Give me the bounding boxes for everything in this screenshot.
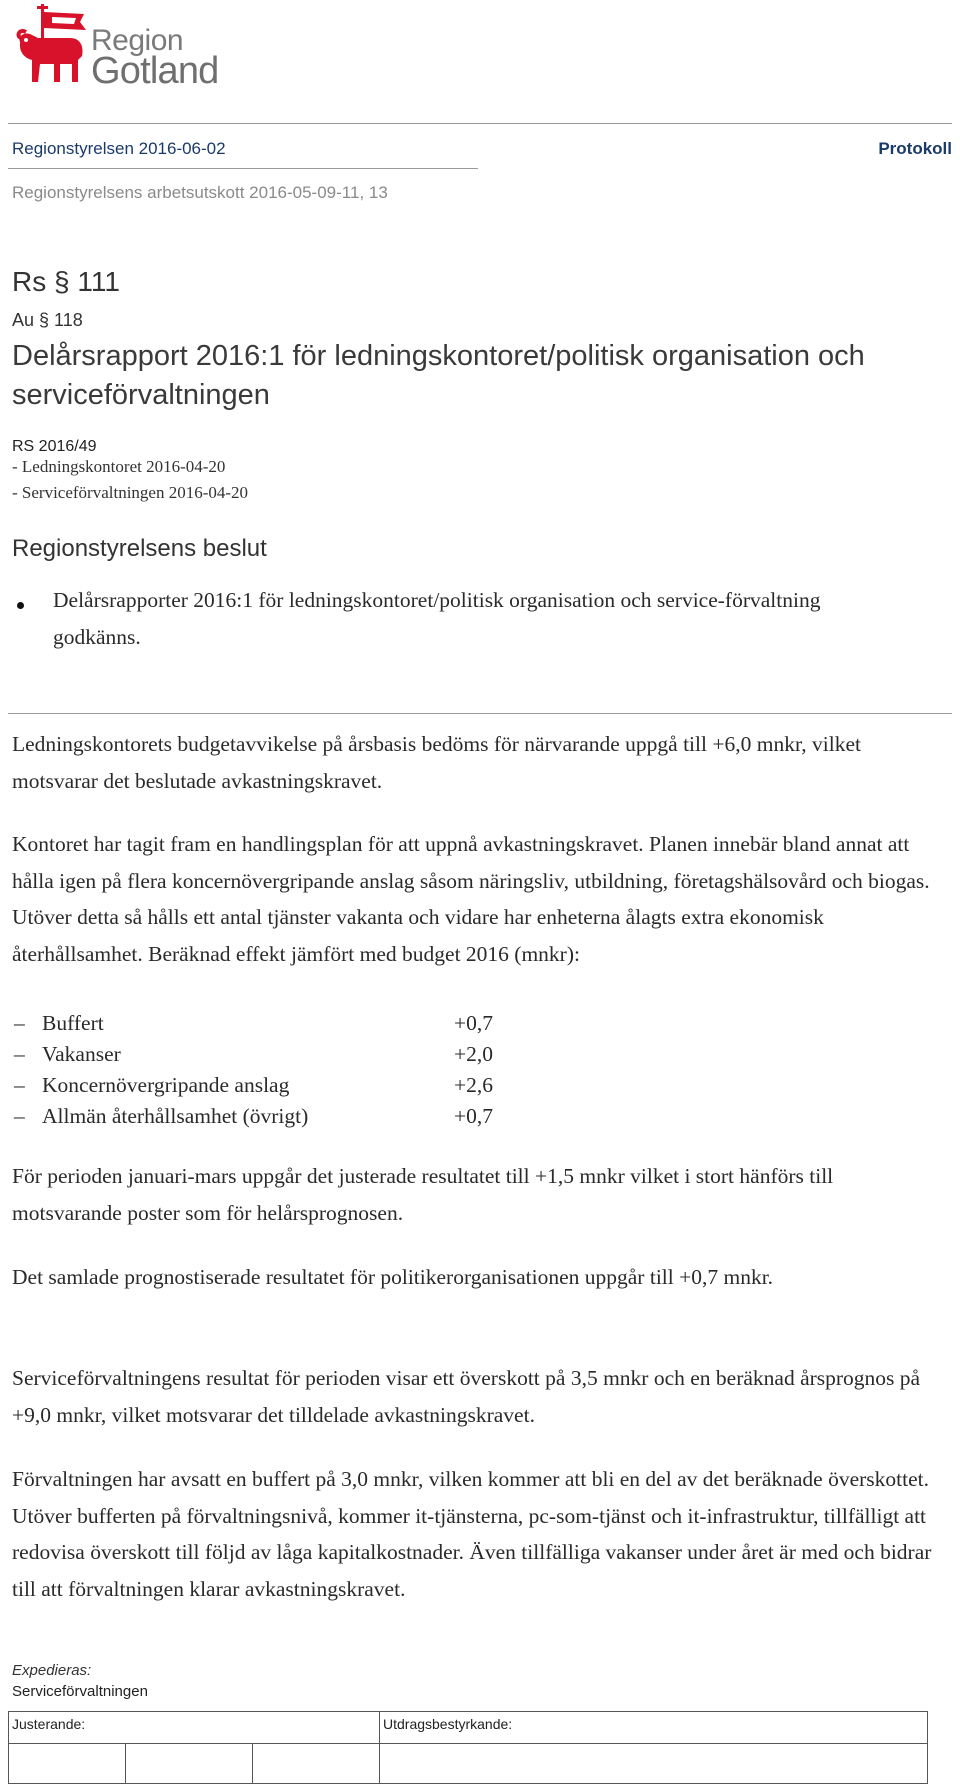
effect-row <box>14 1011 614 1042</box>
reference-item: - Serviceförvaltningen 2016-04-20 <box>12 483 249 502</box>
effect-row <box>14 1042 614 1073</box>
dispatch-label: Expedieras: <box>12 1662 92 1679</box>
rs-paragraph-number: Rs § 111 <box>12 266 120 297</box>
meeting-date: Regionstyrelsen 2016-06-02 <box>12 139 226 158</box>
utdragsbestyrkande-label: Utdragsbestyrkande: <box>380 1712 928 1744</box>
decision-heading: Regionstyrelsens beslut <box>12 535 267 562</box>
effect-name: Allmän återhållsamhet (övrigt) <box>42 1104 309 1128</box>
body-paragraph-4: Det samlade prognostiserade resultatet för politikerorganisationen uppgår till +0,7 mnkr. <box>12 1265 774 1289</box>
document-type: Protokoll <box>878 139 952 158</box>
ram-emblem-icon <box>14 2 90 90</box>
body-paragraph-2: Kontoret har tagit fram en handlingsplan för att uppnå avkastningskravet. Planen innebär bland annat att hålla igen på flera koncernövergripande anslag såsom näringsliv, utbildning, företagshälsovård och biogas. Utöver detta så hålls ett antal tjänster vakanta och vidare har enheterna ålagts extra ekonomisk återhållsamhet. Beräknad effekt jämfört med budget 2016 (mnkr): <box>12 832 930 966</box>
effect-name: Buffert <box>42 1011 104 1035</box>
committee-subline: Regionstyrelsens arbetsutskott 2016-05-09-11, 13 <box>12 183 388 202</box>
effect-name: Koncernövergripande anslag <box>42 1073 290 1097</box>
au-paragraph-number: Au § 118 <box>12 310 83 330</box>
body-paragraph-5: Serviceförvaltningens resultat för perioden visar ett överskott på 3,5 mnkr och en beräknad årsprognos på +9,0 mnkr, vilket motsvarar det tilldelade avkastningskravet. <box>12 1366 921 1427</box>
section-divider <box>8 713 952 714</box>
effect-row <box>14 1104 614 1135</box>
signature-cell <box>380 1744 928 1784</box>
effect-value: +2,0 <box>454 1042 494 1066</box>
justerande-label: Justerande: <box>9 1712 380 1744</box>
effect-value: +0,7 <box>454 1011 494 1035</box>
signature-cell <box>126 1744 253 1784</box>
effect-value: +0,7 <box>454 1104 494 1128</box>
header-subrule <box>8 168 478 169</box>
signature-cell <box>9 1744 126 1784</box>
reference-item: - Ledningskontoret 2016-04-20 <box>12 457 226 476</box>
dispatch-recipient: Serviceförvaltningen <box>12 1683 148 1700</box>
body-paragraph-6: Förvaltningen har avsatt en buffert på 3,0 mnkr, vilken kommer att bli en del av det beräknade överskottet. Utöver bufferten på förvaltningsnivå, kommer it-tjänsterna, pc-som-tjänst och it-infrastruktur, tillfälligt att redovisa överskott till följd av låga kapitalkostnader. Även tillfälliga vakanser under året är med och bidrar till att förvaltningen klarar avkastningskravet. <box>12 1467 932 1601</box>
signature-cell <box>253 1744 380 1784</box>
bullet-icon <box>17 602 24 609</box>
document-title: Delårsrapport 2016:1 för ledningskontoret/politisk organisation och serviceförvaltningen <box>12 340 865 411</box>
body-paragraph-3: För perioden januari-mars uppgår det justerade resultatet till +1,5 mnkr vilket i stort hänförs till motsvarande poster som för helårsprognosen. <box>12 1164 834 1225</box>
decision-bullet-text: Delårsrapporter 2016:1 för ledningskontoret/politisk organisation och service-förvaltning godkänns. <box>53 588 821 649</box>
effects-list <box>14 1011 614 1135</box>
effect-name: Vakanser <box>42 1042 121 1066</box>
signature-table <box>8 1711 928 1784</box>
case-number: RS 2016/49 <box>12 438 97 455</box>
header-rule <box>8 123 952 124</box>
effect-value: +2,6 <box>454 1073 494 1097</box>
dash-icon: – <box>14 1011 25 1035</box>
logo-line-gotland: Gotland <box>91 50 219 92</box>
dash-icon: – <box>14 1073 25 1097</box>
logo-line-region: Region <box>91 24 184 57</box>
dash-icon: – <box>14 1104 25 1128</box>
dash-icon: – <box>14 1042 25 1066</box>
body-paragraph-1: Ledningskontorets budgetavvikelse på årsbasis bedöms för närvarande uppgå till +6,0 mnkr, vilket motsvarar det beslutade avkastningskravet. <box>12 732 861 793</box>
effect-row <box>14 1073 614 1104</box>
region-gotland-logo <box>14 2 244 90</box>
